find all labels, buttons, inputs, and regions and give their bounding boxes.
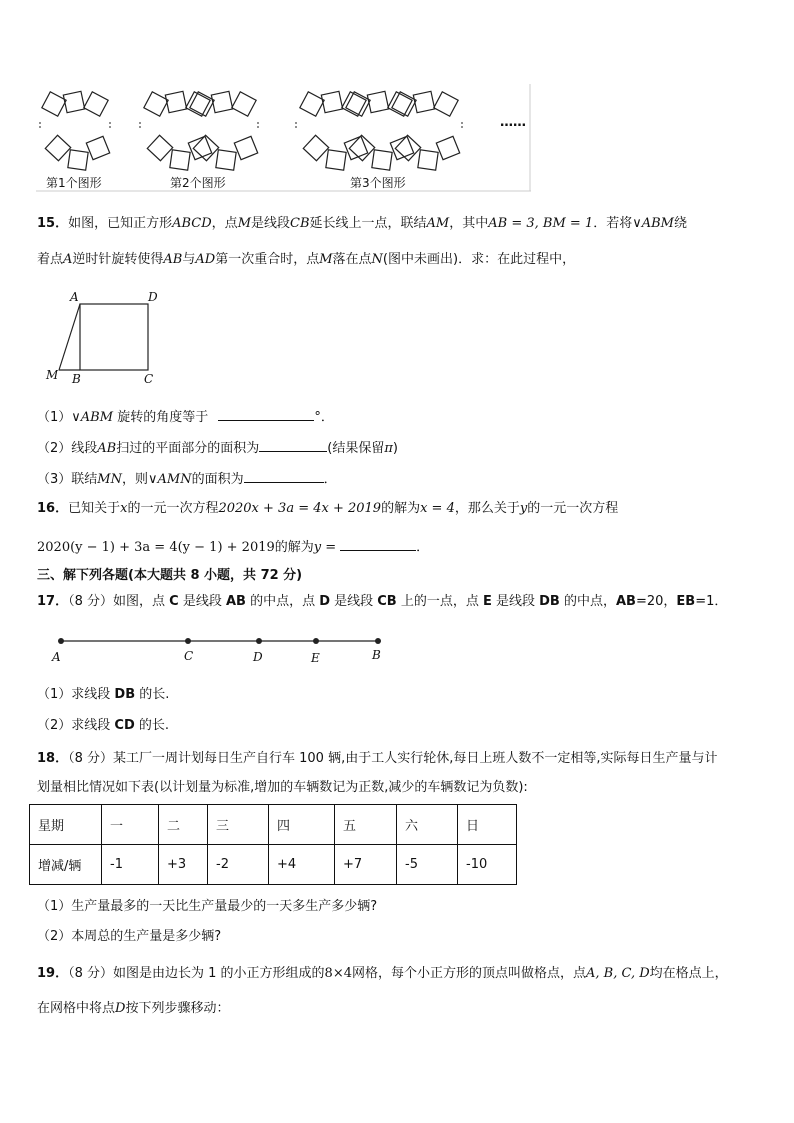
math-expression: AD: [195, 252, 216, 267]
q17-label-B: B: [372, 648, 381, 662]
text-run: ．若将: [593, 216, 633, 231]
q19-line1: 19．（8 分）如图是由边长为 1 的小正方形组成的8×4网格，每个小正方形的顶点叫做格点，点A, B, C, D均在格点上，: [37, 966, 728, 981]
text-run: 的一元一次方程: [527, 501, 619, 516]
table-cell: 五: [335, 805, 397, 845]
math-expression: M: [237, 216, 251, 231]
pattern-caption-2: 第2个图形: [170, 176, 226, 190]
pattern-caption-3: 第3个图形: [350, 176, 406, 190]
text-run: 的解为: [381, 501, 421, 516]
q18-sub2: （2）本周总的生产量是多少辆?: [37, 929, 222, 944]
bold-term: AB: [225, 594, 246, 609]
q17-point-A: [58, 638, 64, 644]
q16-number: 16．: [37, 501, 69, 516]
text-run: 逆时针旋转使得: [72, 252, 164, 267]
q18-text-2: 划量相比情况如下表(以计划量为标准,增加的车辆数记为正数,减少的车辆数记为负数):: [37, 780, 528, 795]
bold-term: D: [319, 594, 330, 609]
q18-sub1: （1）生产量最多的一天比生产量最少的一天多生产多少辆?: [37, 899, 378, 914]
text-run: 与: [182, 252, 196, 267]
text-run: 是线段: [251, 216, 291, 231]
text-run: ，那么关于: [454, 501, 520, 516]
text-run: 是线段: [178, 594, 226, 609]
text-run: 的一元一次方程: [127, 501, 219, 516]
bold-term: AB: [615, 594, 636, 609]
math-expression: A: [63, 252, 73, 267]
bold-term: EB: [676, 594, 696, 609]
q18-score: （8 分）: [68, 751, 113, 766]
q17-point-C: [185, 638, 191, 644]
q17-text: [113, 594, 727, 609]
pattern-1: [40, 85, 115, 176]
text-run: ，点: [211, 216, 238, 231]
math-expression: y: [519, 501, 528, 516]
math-expression: CB: [290, 216, 310, 231]
q16-line1-text: [68, 501, 618, 516]
table-cell: -5: [397, 845, 458, 885]
table-cell: 一: [102, 805, 159, 845]
text-run: =1．: [695, 594, 728, 609]
text-run: 的中点，: [559, 594, 616, 609]
q17-sub1: （1）求线段 DB 的长.: [37, 687, 170, 702]
pattern-figure: [36, 84, 531, 192]
q17-label-A: A: [52, 650, 61, 664]
q17-segment-figure: [50, 632, 390, 668]
q15-answer-blank-3[interactable]: [244, 468, 324, 483]
text-run: 如图，已知正方形: [68, 216, 173, 231]
q17-point-B: [375, 638, 381, 644]
text-run: 落在点: [332, 252, 372, 267]
section3-heading: 三、解下列各题(本大题共 8 小题，共 72 分): [37, 568, 303, 583]
q17-label-E: E: [311, 651, 320, 665]
q17-label-C: C: [184, 649, 194, 663]
q15-sub1: （1）∨ABM 旋转的角度等于 °．: [37, 406, 334, 427]
table-cell: -10: [458, 845, 517, 885]
q15-figure: [42, 290, 164, 386]
q15-line2: [37, 251, 575, 269]
text-run: 已知关于: [68, 501, 121, 516]
table-row: [30, 805, 517, 845]
q15-label-M: M: [46, 368, 59, 382]
text-run: ，其中: [449, 216, 489, 231]
q15-answer-blank-1[interactable]: [218, 406, 314, 421]
table-cell: 增减/辆: [30, 845, 102, 885]
text-run: 着点: [37, 252, 64, 267]
q15-label-D: D: [148, 290, 158, 304]
math-expression: 2020x + 3a = 4x + 2019: [218, 501, 382, 516]
q16-answer-blank[interactable]: [340, 536, 416, 551]
table-cell: 四: [269, 805, 335, 845]
text-run: 是线段: [330, 594, 378, 609]
q15-label-A: A: [70, 290, 79, 304]
q15-line1-text: [68, 216, 687, 231]
table-cell: -1: [102, 845, 159, 885]
q17-number: 17．: [37, 594, 69, 609]
pattern-caption-1: 第1个图形: [46, 176, 102, 190]
q16-line2: 2020(y − 1) + 3a = 4(y − 1) + 2019的解为y = ．: [37, 536, 429, 557]
q17-sub2: （2）求线段 CD 的长.: [37, 718, 170, 733]
q17-segment-drawing: [50, 633, 390, 647]
text-run: =20，: [635, 594, 677, 609]
q18-table: [29, 804, 517, 885]
math-expression: AM: [426, 216, 450, 231]
text-run: 第一次重合时，点: [215, 252, 320, 267]
pattern-ellipsis: ……: [500, 115, 526, 130]
math-expression: N: [371, 252, 383, 267]
q17-point-D: [256, 638, 262, 644]
pattern-2: [140, 85, 263, 176]
text-run: 是线段: [491, 594, 540, 609]
table-row: [30, 845, 517, 885]
q18-line2: [37, 779, 528, 797]
bold-term: E: [482, 594, 492, 609]
q15-sub2: （2）线段AB扫过的平面部分的面积为 (结果保留π): [37, 437, 398, 458]
math-expression: AB = 3, BM = 1: [488, 216, 594, 231]
q19-score: （8 分）: [68, 966, 113, 981]
q17-label-D: D: [253, 650, 263, 664]
q18-number: 18．: [37, 751, 69, 766]
math-expression: x: [120, 501, 128, 516]
q15-line2-text: [37, 252, 575, 267]
q15-answer-blank-2[interactable]: [259, 437, 327, 452]
q16-line1: [37, 500, 618, 518]
table-cell: 二: [159, 805, 208, 845]
q17-line1: [37, 593, 727, 611]
q15-sub3: （3）联结MN，则∨AMN的面积为 ．: [37, 468, 337, 489]
math-expression: x = 4: [420, 501, 455, 516]
text-run: 的中点，点: [245, 594, 320, 609]
table-cell: +7: [335, 845, 397, 885]
bold-term: DB: [539, 594, 560, 609]
q18-line1: [37, 750, 717, 768]
q19-line2: 在网格中将点D按下列步骤移动：: [37, 1001, 230, 1016]
text-run: 绕: [673, 216, 687, 231]
pattern-figure-drawing: [36, 84, 531, 192]
q19-number: 19．: [37, 966, 69, 981]
table-cell: 三: [208, 805, 269, 845]
table-cell: 星期: [30, 805, 102, 845]
q15-label-B: B: [72, 372, 81, 386]
table-cell: +3: [159, 845, 208, 885]
text-run: 如图，点: [113, 594, 170, 609]
q15-line1: [37, 215, 687, 233]
q18-text-1: 某工厂一周计划每日生产自行车 100 辆,由于工人实行轮休,每日上班人数不一定相等,实际每日生产量与计: [113, 751, 718, 766]
q17-score: （8 分）: [68, 594, 113, 609]
table-cell: 六: [397, 805, 458, 845]
q15-number: 15．: [37, 216, 69, 231]
text-run: 上的一点，点: [396, 594, 483, 609]
q15-label-C: C: [144, 372, 154, 386]
table-cell: -2: [208, 845, 269, 885]
bold-term: C: [169, 594, 179, 609]
table-cell: +4: [269, 845, 335, 885]
math-expression: AB: [163, 252, 183, 267]
pattern-3: [296, 85, 465, 176]
math-expression: ABCD: [172, 216, 212, 231]
bold-term: CB: [377, 594, 397, 609]
math-expression: M: [319, 252, 333, 267]
table-cell: 日: [458, 805, 517, 845]
math-expression: ∨ABM: [632, 216, 674, 231]
text-run: 延长线上一点，联结: [309, 216, 427, 231]
text-run: (图中未画出)．求：在此过程中，: [382, 252, 576, 267]
q17-point-E: [313, 638, 319, 644]
